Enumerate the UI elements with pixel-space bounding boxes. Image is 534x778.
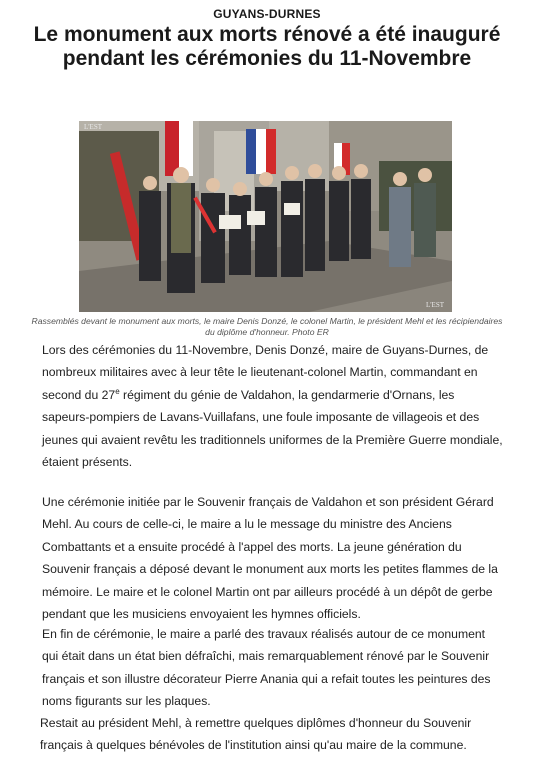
article-paragraph	[42, 339, 504, 473]
article-photo	[79, 121, 452, 312]
ordinal-superscript: e	[115, 386, 120, 396]
paragraph-text: Lors des cérémonies du 11-Novembre, Denis Donzé, maire de Guyans-Durnes, de nombreux militaires avec à leur tête le lieutenant-colonel Martin, commandant en second du 27	[42, 343, 489, 402]
article-paragraph: Restait au président Mehl, à remettre quelques diplômes d'honneur du Souvenir français à quelques bénévoles de l'institution ainsi qu'au maire de la commune.	[40, 716, 472, 753]
paragraph-text: régiment du génie de Valdahon, la gendarmerie d'Ornans, les sapeurs-pompiers de Lavans-Vuillafans, une foule imposante de villageois et des jeunes qui avaient revêtu les traditionnels uniformes de la Première Guerre mondiale, étaient présents.	[42, 387, 503, 470]
ceremony-photo-illustration	[79, 121, 452, 312]
article-paragraph: Une cérémonie initiée par le Souvenir français de Valdahon et son président Gérard Mehl. Au cours de celle-ci, le maire a lu le message du ministre des Anciens Combattants et a ensuite procédé à l'appel des morts. La jeune génération du Souvenir français a déposé devant le monument aux morts les petites flammes de la mémoire. Le maire et le colonel Martin ont par ailleurs procédé à un dépôt de gerbe pendant que les musiciens envoyaient les hymnes officiels.	[42, 495, 498, 622]
watermark-logo: L'EST	[84, 123, 102, 131]
photo-caption: Rassemblés devant le monument aux morts, le maire Denis Donzé, le colonel Martin, le président Mehl et les récipiendaires du diplôme d'honneur. Photo ER	[31, 316, 503, 337]
article-kicker: GUYANS-DURNES	[213, 7, 321, 21]
article-headline: Le monument aux morts rénové a été inauguré pendant les cérémonies du 11-Novembre	[33, 23, 501, 70]
watermark-logo: L'EST	[426, 301, 444, 309]
article-paragraph: En fin de cérémonie, le maire a parlé des travaux réalisés autour de ce monument qui était dans un état bien défraîchi, mais remarquablement rénové par le Souvenir français et son illustre décorateur Pierre Anania qui a refait toutes les peintures des noms figurants sur les plaques.	[42, 627, 491, 709]
